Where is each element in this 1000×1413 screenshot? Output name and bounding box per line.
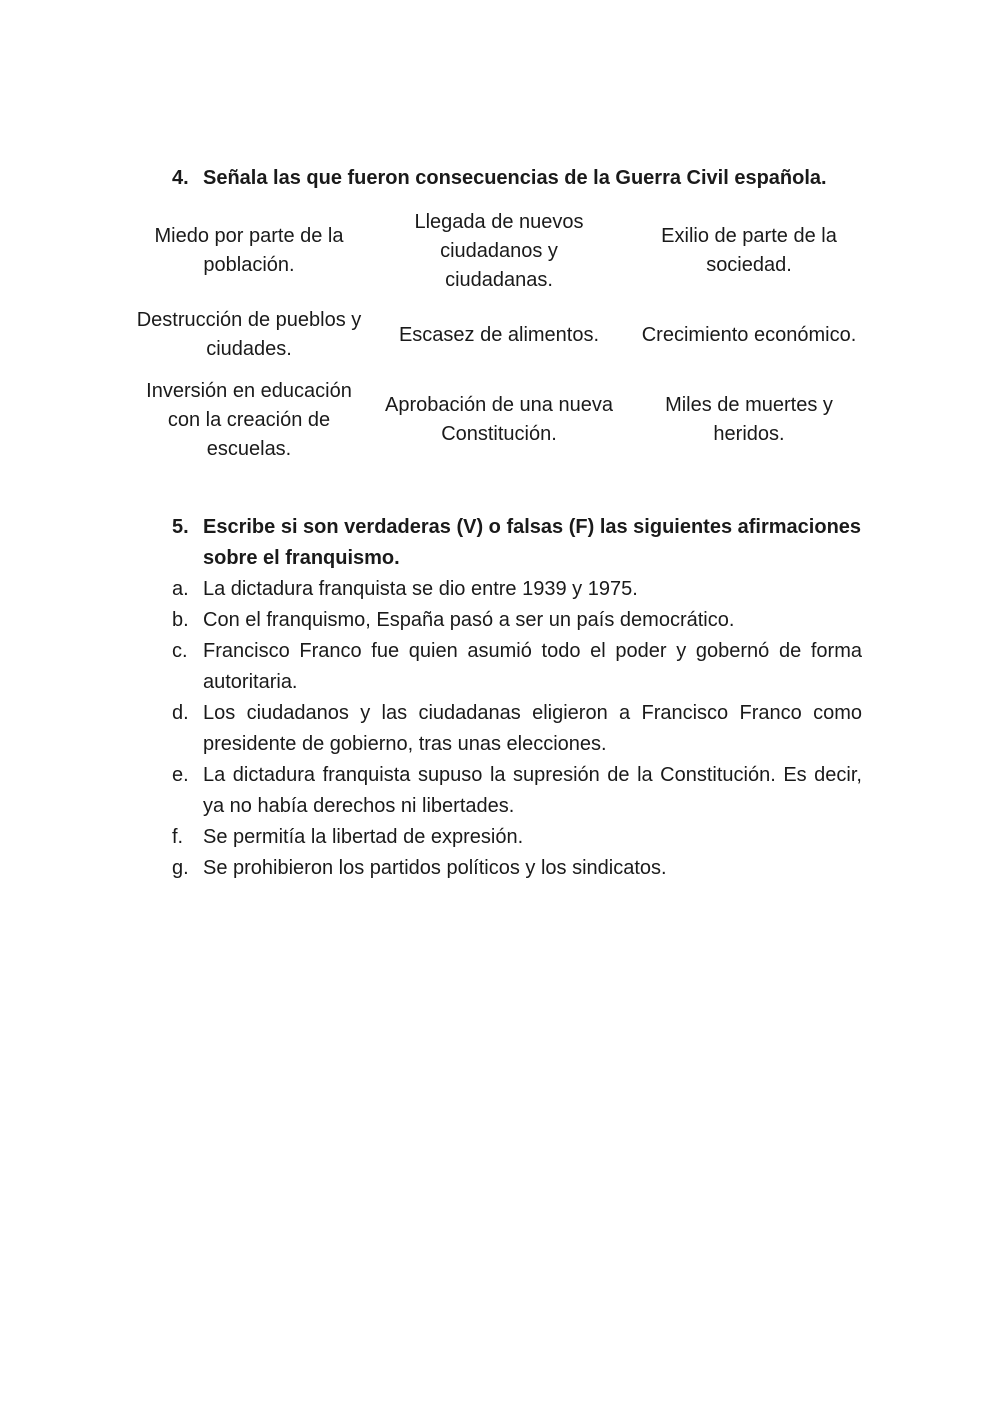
consequence-option[interactable]: Escasez de alimentos.	[398, 323, 600, 346]
statement-item[interactable]	[172, 822, 862, 853]
statement-text: Se permitía la libertad de expresión.	[203, 826, 524, 848]
statement-text: La dictadura franquista supuso la supresión de la Constitución. Es decir, ya no había derechos ni libertades.	[203, 764, 862, 817]
statement-marker: c.	[172, 640, 188, 662]
consequences-row	[124, 373, 874, 467]
statement-item[interactable]	[172, 853, 862, 884]
consequence-option[interactable]: Inversión en educación con la creación de escuelas.	[146, 379, 352, 460]
statement-marker: e.	[172, 764, 189, 786]
consequences-grid	[124, 205, 874, 467]
question-5-title: Escribe si son verdaderas (V) o falsas (F) las siguientes afirmaciones sobre el franquismo.	[203, 516, 862, 569]
statement-item[interactable]	[172, 574, 862, 605]
statement-text: Francisco Franco fue quien asumió todo el poder y gobernó de forma autoritaria.	[203, 640, 862, 693]
statement-marker: b.	[172, 609, 189, 631]
consequence-option[interactable]: Aprobación de una nueva Constitución.	[385, 394, 613, 445]
question-4-heading	[172, 163, 872, 194]
consequences-row	[124, 297, 874, 373]
statement-text: Los ciudadanos y las ciudadanas eligieron a Francisco Franco como presidente de gobierno, tras unas elecciones.	[203, 702, 862, 755]
consequence-option[interactable]: Miles de muertes y heridos.	[665, 394, 833, 445]
statement-item[interactable]	[172, 636, 862, 698]
consequence-option[interactable]: Miedo por parte de la población.	[154, 225, 344, 276]
statement-item[interactable]	[172, 605, 862, 636]
statement-marker: f.	[172, 826, 184, 848]
question-5-number: 5.	[172, 516, 189, 538]
consequence-option[interactable]: Destrucción de pueblos y ciudades.	[136, 309, 362, 360]
statement-item[interactable]	[172, 760, 862, 822]
question-5-heading	[172, 512, 862, 574]
question-4-title: Señala las que fueron consecuencias de la Guerra Civil española.	[203, 167, 827, 189]
statement-marker: a.	[172, 578, 189, 600]
statement-text: Se prohibieron los partidos políticos y los sindicatos.	[203, 857, 667, 879]
consequence-option[interactable]: Crecimiento económico.	[641, 323, 857, 346]
question-4-number: 4.	[172, 167, 189, 189]
statement-marker: d.	[172, 702, 189, 724]
statement-text: Con el franquismo, España pasó a ser un país democrático.	[203, 609, 735, 631]
consequence-option[interactable]: Exilio de parte de la sociedad.	[661, 225, 837, 276]
statements-list	[172, 574, 862, 884]
consequences-row	[124, 205, 874, 297]
statement-item[interactable]	[172, 698, 862, 760]
consequence-option[interactable]: Llegada de nuevos ciudadanos y ciudadanas.	[414, 210, 584, 291]
statement-marker: g.	[172, 857, 189, 879]
statement-text: La dictadura franquista se dio entre 1939 y 1975.	[203, 578, 638, 600]
